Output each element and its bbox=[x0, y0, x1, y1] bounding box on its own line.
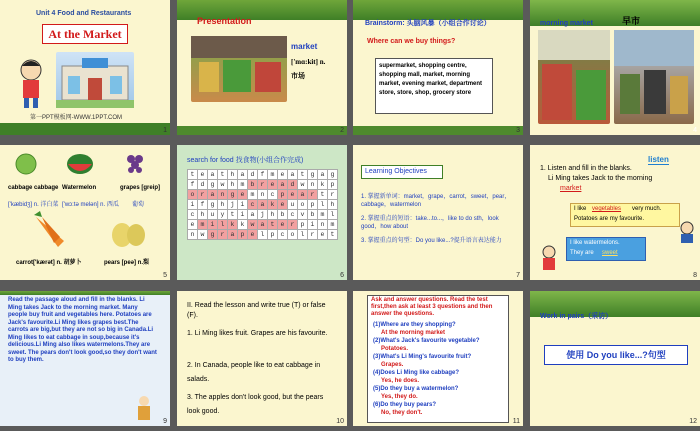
word-search-cell: a bbox=[288, 170, 298, 180]
market-photo bbox=[191, 36, 287, 102]
pears-label: pears [peə] n.梨 bbox=[104, 260, 150, 266]
qa-answer: Yes, they do. bbox=[381, 394, 418, 400]
word-search-cell: n bbox=[318, 220, 328, 230]
qa-question: (3)What's Li Ming's favourite fruit? bbox=[373, 354, 472, 360]
word-search-cell: p bbox=[328, 180, 338, 190]
word-search-cell: o bbox=[288, 230, 298, 240]
word-search-cell: t bbox=[328, 230, 338, 240]
slide-thumbnail-2[interactable] bbox=[177, 0, 347, 135]
word-search-cell: j bbox=[258, 210, 268, 220]
qa-answer: Yes, he does. bbox=[381, 378, 420, 384]
slide-number: 11 bbox=[512, 418, 520, 425]
bubble2-text-b: They are bbox=[570, 250, 594, 256]
word-search-cell: h bbox=[228, 170, 238, 180]
word-search-cell: r bbox=[198, 190, 208, 200]
word-search-cell: b bbox=[248, 180, 258, 190]
qa-answer: At the morning market bbox=[381, 330, 446, 336]
slide-number: 1 bbox=[163, 127, 167, 134]
slide-number: 12 bbox=[689, 418, 697, 425]
word-search-cell: y bbox=[218, 210, 228, 220]
word-search-cell: m bbox=[318, 210, 328, 220]
word-search-cell: t bbox=[218, 170, 228, 180]
word-search-cell: l bbox=[298, 230, 308, 240]
word-search-cell: r bbox=[218, 230, 228, 240]
qa-answer: Grapes. bbox=[381, 362, 404, 368]
word-search-cell: g bbox=[308, 170, 318, 180]
slide-title: Learning Objectives bbox=[361, 165, 443, 179]
slide-thumbnail-7[interactable] bbox=[353, 145, 523, 280]
word-search-cell: d bbox=[248, 170, 258, 180]
word-search-cell: r bbox=[288, 220, 298, 230]
word-search-cell: e bbox=[288, 190, 298, 200]
word-search-cell: t bbox=[188, 170, 198, 180]
word-search-cell: r bbox=[308, 230, 318, 240]
word-search-cell: a bbox=[238, 170, 248, 180]
word-search-cell: n bbox=[188, 230, 198, 240]
blank-sweet: sweet bbox=[602, 250, 618, 256]
bubble1-text-b: very much. bbox=[632, 206, 662, 212]
header-bar bbox=[0, 291, 170, 295]
word-search-cell: b bbox=[308, 210, 318, 220]
grapes-image bbox=[124, 151, 146, 177]
word-search-cell: r bbox=[258, 180, 268, 190]
word-search-cell: g bbox=[208, 230, 218, 240]
slide-thumbnail-12[interactable] bbox=[530, 291, 700, 426]
word-search-cell: d bbox=[288, 180, 298, 190]
word-search-cell: a bbox=[208, 190, 218, 200]
word-search-cell: n bbox=[218, 190, 228, 200]
word-search-cell: n bbox=[308, 180, 318, 190]
carrot-label: carrot['kærət] n. 胡萝卜 bbox=[16, 260, 82, 266]
objective-1: 1. 掌握新单词：market，grape，carrot，sweet，pear，cabbage，watermelon bbox=[361, 194, 511, 208]
heading-chinese: 早市 bbox=[622, 16, 641, 26]
word-search-cell: g bbox=[328, 170, 338, 180]
word-search-cell: p bbox=[278, 190, 288, 200]
word-search-cell: g bbox=[228, 190, 238, 200]
qa-question: (2)What's Jack's favourite vegetable? bbox=[373, 338, 480, 344]
objective-2: 2. 掌握重点的短语：take...to...，like to do sth，look good，how about bbox=[361, 216, 499, 230]
listen-label: listen bbox=[648, 155, 669, 164]
slide-thumbnail-6[interactable] bbox=[177, 145, 347, 280]
word-search-cell: e bbox=[198, 170, 208, 180]
word-search-cell: c bbox=[278, 230, 288, 240]
word-search-cell: t bbox=[228, 210, 238, 220]
watermelon-label: Watermelon bbox=[62, 185, 97, 191]
word-search-cell: r bbox=[328, 190, 338, 200]
word-search-cell: h bbox=[218, 200, 228, 210]
slide-number: 3 bbox=[516, 127, 520, 134]
slide-number: 2 bbox=[340, 127, 344, 134]
grapes-meaning: 葡萄 bbox=[132, 202, 145, 208]
qa-list bbox=[373, 321, 505, 417]
slide-thumbnail-5[interactable] bbox=[0, 145, 170, 280]
word-search-cell: a bbox=[318, 170, 328, 180]
question-3: 3. The apples don't look good, but the pears look good. bbox=[187, 394, 324, 415]
slide-title: Ask and answer questions. Read the test first,then ask at least 3 questions and then answer the questions. bbox=[371, 297, 493, 317]
word-search-cell: t bbox=[268, 220, 278, 230]
word-search-cell: k bbox=[268, 200, 278, 210]
boy-avatar bbox=[678, 221, 696, 243]
vocab-meaning: 市场 bbox=[291, 73, 305, 80]
word-search-cell: e bbox=[188, 220, 198, 230]
word-search-cell: o bbox=[188, 190, 198, 200]
word-search-cell: p bbox=[268, 230, 278, 240]
vocab-phonetic: ['mɑ:kit] n. bbox=[291, 58, 326, 66]
footer-text: 第一PPT模板网-WWW.1PPT.COM bbox=[30, 115, 122, 121]
grapes-label: grapes [greip] bbox=[120, 185, 161, 191]
shopper-image bbox=[130, 395, 158, 421]
pears-image bbox=[110, 215, 146, 249]
sentence-pattern: 使用 Do you like...?句型 bbox=[544, 345, 688, 365]
word-search-cell: a bbox=[248, 210, 258, 220]
word-search-cell: t bbox=[298, 170, 308, 180]
word-search-cell: a bbox=[258, 220, 268, 230]
bubble1-text-c: Potatoes are my favourite. bbox=[574, 216, 645, 222]
task-line: Li Ming takes Jack to the morning bbox=[548, 175, 653, 182]
bubble2-text-a: I like watermelons. bbox=[570, 240, 620, 246]
passage-text: Read the passage aloud and fill in the blanks. Li Ming takes Jack to the morning market. Many people buy fruit and vegetables here. Potatoes are Jack's favourite.Li Ming likes grapes best.The carrots are big,but they are not so big in Canada.Li Ming likes to eat cabbage in soup,because it's delicious.Li Ming also likes watermelons.They are sweet. The pears don't look good,so they don't want to buy them. bbox=[8, 297, 157, 363]
word-search-cell: n bbox=[258, 190, 268, 200]
word-search-cell: g bbox=[208, 200, 218, 210]
word-search-cell: i bbox=[238, 200, 248, 210]
word-search-grid bbox=[187, 169, 338, 240]
word-search-cell: e bbox=[238, 190, 248, 200]
slide-heading: Work in pairs（采访） bbox=[540, 313, 613, 320]
objective-3: 3. 掌握重点的句型：Do you like...?提升语言表达能力 bbox=[361, 238, 502, 244]
word-search-cell: d bbox=[198, 180, 208, 190]
word-search-cell: k bbox=[318, 180, 328, 190]
watermelon-phonetic: ['wɔ:tə melən] n. 西瓜 bbox=[62, 202, 119, 208]
market-photo-left bbox=[538, 30, 610, 124]
word-search-cell: a bbox=[208, 170, 218, 180]
slide-title: II. Read the lesson and write true (T) or false (F). bbox=[187, 302, 326, 319]
unit-label: Unit 4 Food and Restaurants bbox=[36, 10, 132, 17]
word-search-cell: g bbox=[208, 180, 218, 190]
question-text: Where can we buy things? bbox=[367, 38, 456, 45]
word-search-cell: m bbox=[248, 190, 258, 200]
slide-heading: Brainstorm: 头脑风暴（小组合作讨论） bbox=[365, 20, 491, 27]
word-search-cell: p bbox=[298, 220, 308, 230]
word-search-cell: v bbox=[298, 210, 308, 220]
word-search-cell: o bbox=[298, 200, 308, 210]
word-search-cell: e bbox=[248, 230, 258, 240]
blank-vegetables: vegetables bbox=[592, 206, 622, 212]
word-search-cell: i bbox=[208, 220, 218, 230]
word-search-cell: w bbox=[218, 180, 228, 190]
carrot-image bbox=[30, 211, 70, 251]
word-search-cell: e bbox=[268, 180, 278, 190]
word-search-cell: a bbox=[228, 230, 238, 240]
word-search-cell: i bbox=[238, 210, 248, 220]
market-building-image bbox=[56, 52, 134, 108]
slide-number: 6 bbox=[340, 272, 344, 279]
slide-number: 9 bbox=[163, 418, 167, 425]
word-search-cell: a bbox=[298, 190, 308, 200]
speech-bubble-1 bbox=[570, 203, 680, 227]
question-2: 2. In Canada, people like to eat cabbage in salads. bbox=[187, 362, 321, 383]
word-search-cell: e bbox=[278, 170, 288, 180]
qa-answer: No, they don't. bbox=[381, 410, 423, 416]
qa-question: (6)Do they buy pears? bbox=[373, 402, 437, 408]
slide-thumbnail-1[interactable] bbox=[0, 0, 170, 135]
qa-answer: Potatoes. bbox=[381, 346, 409, 352]
word-search-cell: w bbox=[248, 220, 258, 230]
slide-number: 8 bbox=[693, 272, 697, 279]
slide-thumbnail-11[interactable] bbox=[353, 291, 523, 426]
word-search-cell: u bbox=[208, 210, 218, 220]
footer-bar bbox=[0, 123, 170, 135]
answer-box: supermarket, shopping centre, shopping mall, market, morning market, evening market, department store, store, shop, grocery store bbox=[375, 58, 493, 114]
slide-title: At the Market bbox=[42, 24, 128, 44]
word-search-cell: m bbox=[268, 170, 278, 180]
word-search-cell: u bbox=[288, 200, 298, 210]
watermelon-image bbox=[66, 153, 94, 175]
market-photo-right bbox=[614, 30, 694, 124]
word-search-cell: h bbox=[228, 180, 238, 190]
word-search-cell: k bbox=[228, 220, 238, 230]
slide-title: search for food 找食物(小组合作完成) bbox=[187, 157, 304, 164]
word-search-cell: h bbox=[198, 210, 208, 220]
girl-avatar bbox=[540, 245, 558, 271]
slide-number: 5 bbox=[163, 272, 167, 279]
word-search-cell: h bbox=[268, 210, 278, 220]
word-search-cell: k bbox=[238, 220, 248, 230]
slide-number: 10 bbox=[336, 418, 344, 425]
word-search-cell: a bbox=[278, 180, 288, 190]
word-search-cell: i bbox=[188, 200, 198, 210]
word-search-cell: l bbox=[258, 230, 268, 240]
cabbage-image bbox=[14, 153, 38, 175]
word-search-cell: f bbox=[188, 180, 198, 190]
word-search-cell: r bbox=[308, 190, 318, 200]
word-search-cell: e bbox=[318, 230, 328, 240]
word-search-cell: f bbox=[198, 200, 208, 210]
word-search-cell: m bbox=[198, 220, 208, 230]
slide-heading: Presentation bbox=[197, 16, 252, 26]
word-search-cell: l bbox=[318, 200, 328, 210]
cabbage-phonetic: ['kæbidʒ] n. 洋白菜 bbox=[8, 202, 59, 208]
footer-bar bbox=[177, 126, 347, 135]
word-search-cell: i bbox=[308, 220, 318, 230]
word-search-cell: l bbox=[218, 220, 228, 230]
word-search-cell: t bbox=[318, 190, 328, 200]
qa-question: (5)Do they buy a watermelon? bbox=[373, 386, 459, 392]
word-search-cell: c bbox=[288, 210, 298, 220]
footer-bar bbox=[353, 126, 523, 135]
word-search-cell: j bbox=[228, 200, 238, 210]
qa-question: (1)Where are they shopping? bbox=[373, 322, 456, 328]
slide-number: 4 bbox=[693, 127, 697, 134]
word-search-cell: m bbox=[328, 220, 338, 230]
word-search-cell: c bbox=[248, 200, 258, 210]
slide-thumbnail-9[interactable] bbox=[0, 291, 170, 426]
word-search-cell: f bbox=[258, 170, 268, 180]
slide-thumbnail-4[interactable] bbox=[530, 0, 700, 135]
word-search-cell: e bbox=[278, 220, 288, 230]
question-1: 1. Li Ming likes fruit. Grapes are his favourite. bbox=[187, 330, 328, 337]
slide-thumbnail-3[interactable] bbox=[353, 0, 523, 135]
cabbage-label: cabbage cabbage bbox=[8, 185, 59, 191]
bubble1-text-a: I like bbox=[574, 206, 587, 212]
slide-thumbnail-8[interactable] bbox=[530, 145, 700, 280]
header-bar bbox=[353, 0, 523, 20]
word-search-cell: w bbox=[198, 230, 208, 240]
word-search-cell: e bbox=[278, 200, 288, 210]
word-search-cell: w bbox=[298, 180, 308, 190]
vocab-word: market bbox=[291, 42, 318, 51]
qa-question: (4)Does Li Ming like cabbage? bbox=[373, 370, 460, 376]
cartoon-boy-image bbox=[16, 58, 46, 110]
word-search-cell: c bbox=[268, 190, 278, 200]
word-search-cell: c bbox=[188, 210, 198, 220]
word-search-cell: p bbox=[308, 200, 318, 210]
word-search-cell: m bbox=[238, 180, 248, 190]
slide-number: 7 bbox=[516, 272, 520, 279]
slide-thumbnail-10[interactable] bbox=[177, 291, 347, 426]
word-search-cell: a bbox=[258, 200, 268, 210]
word-search-cell: p bbox=[238, 230, 248, 240]
word-search-cell: b bbox=[278, 210, 288, 220]
task-instruction: 1. Listen and fill in the blanks. bbox=[540, 165, 632, 172]
word-search-cell: h bbox=[328, 200, 338, 210]
blank-market: market bbox=[560, 185, 582, 192]
word-search-cell: l bbox=[328, 210, 338, 220]
slide-heading: morning market bbox=[540, 20, 593, 27]
